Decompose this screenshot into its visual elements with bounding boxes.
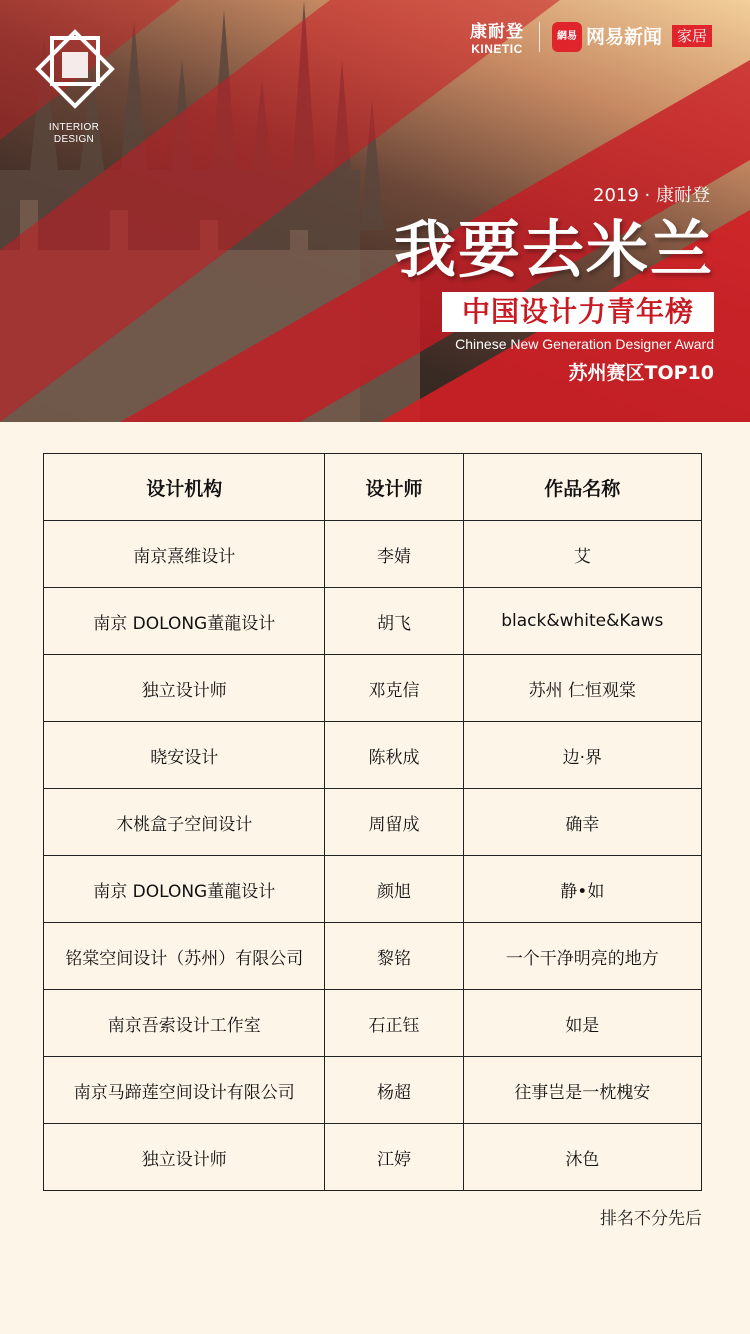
- cell-work-title: 艾: [463, 521, 701, 588]
- kinetic-cn: 康耐登: [470, 22, 524, 42]
- awards-table: [43, 453, 702, 1191]
- header-organization: 设计机构: [44, 454, 325, 521]
- cell-designer: 黎铭: [325, 923, 463, 990]
- table-row: [44, 1057, 702, 1124]
- header-designer: 设计师: [325, 454, 463, 521]
- header-banner: [0, 0, 750, 422]
- table-row: [44, 856, 702, 923]
- table-row: [44, 588, 702, 655]
- cell-organization: 南京 DOLONG董龍设计: [44, 856, 325, 923]
- brand-divider: [539, 22, 540, 52]
- kinetic-logo: [466, 22, 528, 56]
- cell-work-title: 沐色: [463, 1124, 701, 1191]
- logo-text-line2: DESIGN: [53, 134, 95, 145]
- cell-work-title: 往事岂是一枕槐安: [463, 1057, 701, 1124]
- cell-organization: 独立设计师: [44, 655, 325, 722]
- cell-work-title: 确幸: [463, 789, 701, 856]
- netease-home-badge: 家居: [672, 25, 712, 47]
- cell-organization: 铭棠空间设计（苏州）有限公司: [44, 923, 325, 990]
- cell-designer: 邓克信: [325, 655, 463, 722]
- sub-title: 中国设计力青年榜: [442, 292, 714, 332]
- netease-badge-icon: 網易: [552, 22, 582, 52]
- cell-organization: 晓安设计: [44, 722, 325, 789]
- table-row: [44, 923, 702, 990]
- ranking-note: 排名不分先后: [600, 1209, 702, 1229]
- logo-text-line1: INTERIOR: [48, 122, 100, 133]
- table-header-row: [44, 454, 702, 521]
- cell-work-title: 静•如: [463, 856, 701, 923]
- header-work-title: 作品名称: [463, 454, 701, 521]
- cell-designer: 周留成: [325, 789, 463, 856]
- cell-work-title: black&white&Kaws: [463, 588, 701, 655]
- table-row: [44, 789, 702, 856]
- table-row: [44, 722, 702, 789]
- year-line: 2019 · 康耐登: [593, 185, 710, 206]
- cell-organization: 南京 DOLONG董龍设计: [44, 588, 325, 655]
- main-title: 我要去米兰: [393, 213, 714, 286]
- table-row: [44, 521, 702, 588]
- cell-designer: 胡飞: [325, 588, 463, 655]
- table-row: [44, 655, 702, 722]
- cell-organization: 木桃盒子空间设计: [44, 789, 325, 856]
- cell-designer: 李婧: [325, 521, 463, 588]
- cell-organization: 南京熹维设计: [44, 521, 325, 588]
- cell-work-title: 苏州 仁恒观棠: [463, 655, 701, 722]
- cell-work-title: 如是: [463, 990, 701, 1057]
- cell-organization: 独立设计师: [44, 1124, 325, 1191]
- logo-text: [34, 122, 114, 146]
- cell-designer: 江婷: [325, 1124, 463, 1191]
- cell-designer: 石正钰: [325, 990, 463, 1057]
- cell-designer: 杨超: [325, 1057, 463, 1124]
- region-label: 苏州赛区TOP10: [568, 362, 714, 384]
- table-row: [44, 990, 702, 1057]
- cell-work-title: 边·界: [463, 722, 701, 789]
- netease-news-label: 网易新闻: [586, 26, 663, 48]
- cell-designer: 陈秋成: [325, 722, 463, 789]
- cell-organization: 南京吾索设计工作室: [44, 990, 325, 1057]
- cell-designer: 颜旭: [325, 856, 463, 923]
- english-title: Chinese New Generation Designer Award: [455, 336, 714, 352]
- cell-organization: 南京马蹄莲空间设计有限公司: [44, 1057, 325, 1124]
- kinetic-en: KINETIC: [471, 42, 523, 56]
- cell-work-title: 一个干净明亮的地方: [463, 923, 701, 990]
- table-row: [44, 1124, 702, 1191]
